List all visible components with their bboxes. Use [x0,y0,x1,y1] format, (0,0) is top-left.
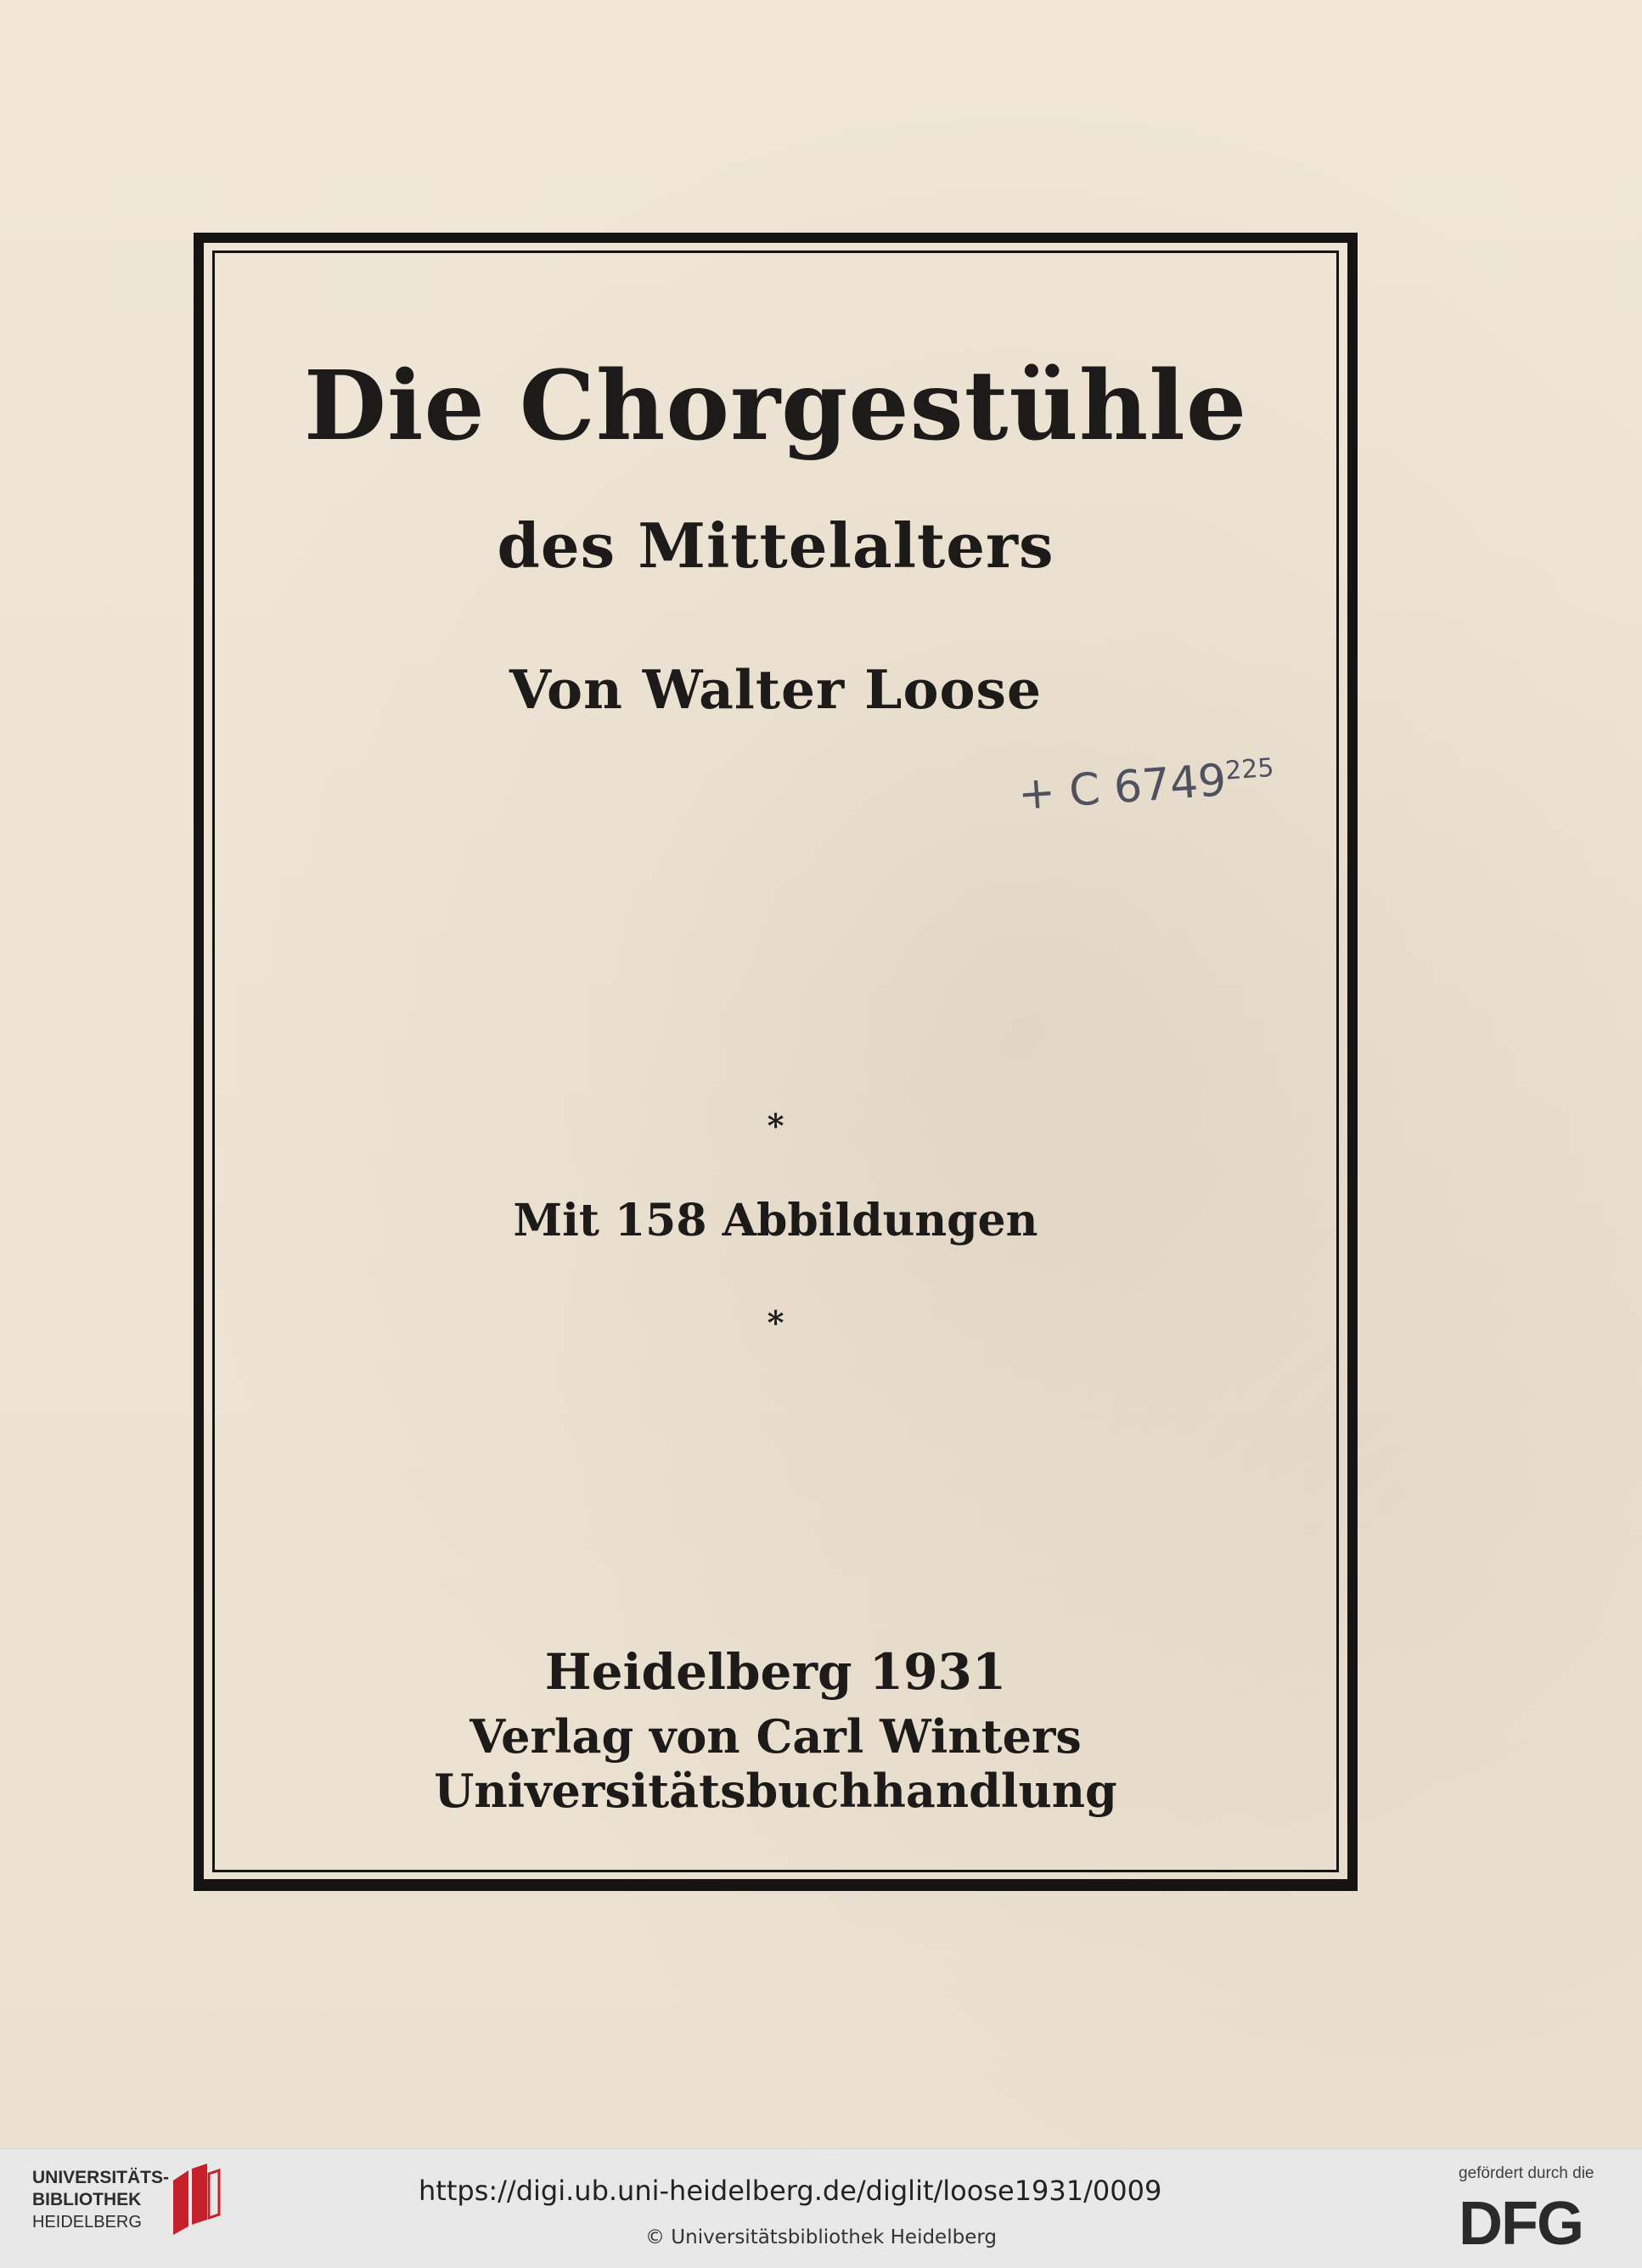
book-subtitle: des Mittelalters [497,509,1054,582]
handwritten-shelfmark [1016,751,1292,846]
page-url-link[interactable]: https://digi.ub.uni-heidelberg.de/diglit/loose1931/0009 [419,2175,1162,2207]
shelfmark-superscript: 225 [1224,752,1275,786]
title-page-content [212,250,1339,1872]
copyright-notice: © Universitätsbibliothek Heidelberg [644,2226,997,2248]
separator-star-top: * [767,1106,784,1145]
ub-heidelberg-logo-icon [168,2164,221,2235]
library-line-2: BIBLIOTHEK [32,2190,142,2209]
library-name [32,2167,170,2233]
library-line-3: HEIDELBERG [32,2213,142,2231]
shelfmark-main: + C 6749 [1016,755,1229,821]
book-title: Die Chorgestühle [303,351,1248,462]
library-line-1: UNIVERSITÄTS- [32,2168,170,2187]
separator-star-bottom: * [767,1303,784,1342]
footer-bar [0,2148,1642,2268]
dfg-logo-icon: DFG [1459,2190,1583,2258]
funding-note: gefördert durch die [1459,2164,1594,2182]
author-line: Von Walter Loose [509,658,1043,721]
illustrations-note: Mit 158 Abbildungen [513,1195,1038,1247]
publisher-line: Verlag von Carl Winters Universitätsbuchhandlung [434,1709,1117,1818]
place-year: Heidelberg 1931 [544,1643,1007,1701]
